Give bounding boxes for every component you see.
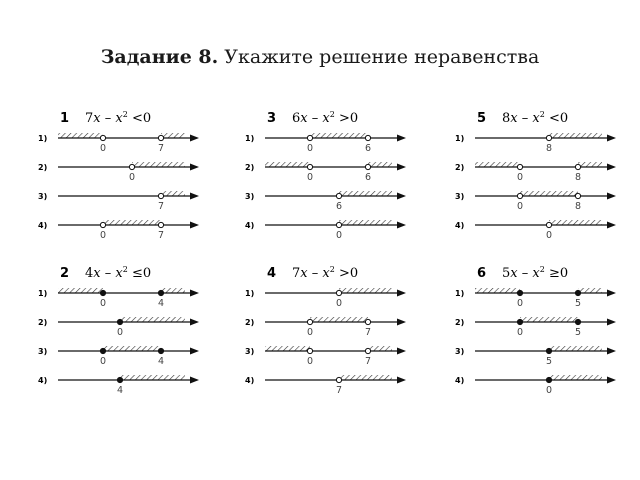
shaded-region bbox=[310, 133, 368, 138]
arrow-icon bbox=[190, 193, 199, 200]
option-2[interactable] bbox=[245, 162, 406, 183]
point-label: 0 bbox=[336, 230, 343, 241]
arrow-icon bbox=[190, 377, 199, 384]
option-label: 4) bbox=[245, 221, 255, 230]
point-label: 0 bbox=[100, 298, 107, 309]
problem-6 bbox=[455, 265, 616, 396]
arrow-icon bbox=[190, 319, 199, 326]
option-label: 2) bbox=[38, 318, 48, 327]
point-label: 6 bbox=[336, 201, 343, 212]
option-1[interactable] bbox=[455, 288, 616, 309]
closed-point bbox=[158, 290, 163, 295]
option-1[interactable] bbox=[38, 288, 199, 309]
point-label: 8 bbox=[575, 201, 582, 212]
point-label: 0 bbox=[307, 143, 314, 154]
option-4[interactable] bbox=[455, 220, 616, 241]
problem-number: 2 bbox=[60, 266, 70, 281]
option-label: 4) bbox=[455, 221, 465, 230]
option-label: 2) bbox=[245, 318, 255, 327]
open-point bbox=[336, 377, 341, 382]
point-label: 0 bbox=[517, 327, 524, 338]
point-label: 8 bbox=[546, 143, 553, 154]
open-point bbox=[100, 135, 105, 140]
problem-3 bbox=[245, 110, 406, 241]
arrow-icon bbox=[607, 222, 616, 229]
open-point bbox=[336, 222, 341, 227]
arrow-icon bbox=[397, 377, 406, 384]
closed-point bbox=[575, 290, 580, 295]
option-4[interactable] bbox=[455, 375, 616, 396]
open-point bbox=[307, 135, 312, 140]
open-point bbox=[336, 193, 341, 198]
shaded-region bbox=[265, 162, 310, 167]
open-point bbox=[307, 164, 312, 169]
shaded-region bbox=[339, 288, 392, 293]
point-label: 7 bbox=[365, 327, 372, 338]
option-label: 3) bbox=[245, 347, 255, 356]
point-label: 0 bbox=[307, 172, 314, 183]
shaded-region bbox=[368, 162, 392, 167]
problem-5 bbox=[455, 110, 616, 241]
option-2[interactable] bbox=[38, 162, 199, 183]
point-label: 6 bbox=[365, 172, 372, 183]
point-label: 0 bbox=[100, 230, 107, 241]
arrow-icon bbox=[397, 319, 406, 326]
shaded-region bbox=[120, 375, 185, 380]
option-label: 2) bbox=[38, 163, 48, 172]
shaded-region bbox=[310, 317, 368, 322]
shaded-region bbox=[58, 288, 103, 293]
problem-1 bbox=[38, 110, 199, 241]
closed-point bbox=[546, 348, 551, 353]
point-label: 7 bbox=[158, 201, 165, 212]
option-4[interactable] bbox=[245, 220, 406, 241]
problem-inequality: $5x - x^2 \ge 0$ bbox=[502, 265, 569, 281]
arrow-icon bbox=[397, 348, 406, 355]
problem-inequality: $7x - x^2 <0$ bbox=[85, 110, 152, 126]
open-point bbox=[158, 135, 163, 140]
problem-4 bbox=[245, 265, 406, 396]
arrow-icon bbox=[607, 348, 616, 355]
shaded-region bbox=[103, 346, 161, 351]
point-label: 8 bbox=[575, 172, 582, 183]
arrow-icon bbox=[397, 193, 406, 200]
point-label: 0 bbox=[336, 298, 343, 309]
point-label: 0 bbox=[100, 356, 107, 367]
arrow-icon bbox=[190, 290, 199, 297]
option-3[interactable] bbox=[245, 191, 406, 212]
arrow-icon bbox=[397, 164, 406, 171]
shaded-region bbox=[103, 220, 161, 225]
point-label: 0 bbox=[307, 327, 314, 338]
point-label: 4 bbox=[117, 385, 124, 396]
open-point bbox=[307, 348, 312, 353]
option-4[interactable] bbox=[38, 220, 199, 241]
shaded-region bbox=[339, 191, 392, 196]
point-label: 0 bbox=[117, 327, 124, 338]
problem-number: 3 bbox=[267, 111, 277, 126]
point-label: 0 bbox=[129, 172, 136, 183]
problem-inequality: $8x - x^2 <0$ bbox=[502, 110, 569, 126]
closed-point bbox=[575, 319, 580, 324]
arrow-icon bbox=[190, 164, 199, 171]
problem-inequality: $7x - x^2 >0$ bbox=[292, 265, 359, 281]
option-label: 3) bbox=[245, 192, 255, 201]
arrow-icon bbox=[397, 135, 406, 142]
option-1[interactable] bbox=[245, 133, 406, 154]
shaded-region bbox=[368, 346, 392, 351]
open-point bbox=[365, 319, 370, 324]
option-1[interactable] bbox=[38, 133, 199, 154]
option-1[interactable] bbox=[455, 133, 616, 154]
option-3[interactable] bbox=[38, 346, 199, 367]
closed-point bbox=[100, 348, 105, 353]
shaded-region bbox=[520, 317, 578, 322]
arrow-icon bbox=[190, 135, 199, 142]
open-point bbox=[307, 319, 312, 324]
shaded-region bbox=[265, 346, 310, 351]
option-1[interactable] bbox=[245, 288, 406, 309]
closed-point bbox=[100, 290, 105, 295]
open-point bbox=[365, 164, 370, 169]
shaded-region bbox=[549, 133, 602, 138]
option-label: 4) bbox=[245, 376, 255, 385]
point-label: 7 bbox=[336, 385, 343, 396]
open-point bbox=[517, 193, 522, 198]
shaded-region bbox=[549, 346, 602, 351]
shaded-region bbox=[549, 375, 602, 380]
task-title-text: Укажите решение неравенства bbox=[224, 46, 540, 68]
arrow-icon bbox=[190, 222, 199, 229]
arrow-icon bbox=[607, 135, 616, 142]
shaded-region bbox=[578, 288, 602, 293]
point-label: 0 bbox=[546, 385, 553, 396]
open-point bbox=[546, 135, 551, 140]
option-2[interactable] bbox=[38, 317, 199, 338]
point-label: 4 bbox=[158, 356, 165, 367]
open-point bbox=[546, 222, 551, 227]
problem-number: 1 bbox=[60, 111, 70, 126]
option-label: 1) bbox=[38, 289, 48, 298]
shaded-region bbox=[475, 162, 520, 167]
open-point bbox=[365, 135, 370, 140]
point-label: 0 bbox=[517, 298, 524, 309]
point-label: 0 bbox=[100, 143, 107, 154]
point-label: 5 bbox=[575, 298, 582, 309]
arrow-icon bbox=[190, 348, 199, 355]
option-label: 3) bbox=[38, 192, 48, 201]
option-2[interactable] bbox=[245, 317, 406, 338]
shaded-region bbox=[549, 220, 602, 225]
task-title-bold: Задание 8. bbox=[100, 46, 219, 68]
option-2[interactable] bbox=[455, 162, 616, 183]
option-label: 3) bbox=[455, 347, 465, 356]
option-3[interactable] bbox=[245, 346, 406, 367]
point-label: 0 bbox=[517, 201, 524, 212]
option-label: 2) bbox=[245, 163, 255, 172]
point-label: 5 bbox=[575, 327, 582, 338]
option-label: 2) bbox=[455, 163, 465, 172]
problem-number: 6 bbox=[477, 266, 487, 281]
closed-point bbox=[517, 319, 522, 324]
shaded-region bbox=[578, 162, 602, 167]
option-label: 1) bbox=[245, 134, 255, 143]
option-label: 2) bbox=[455, 318, 465, 327]
problem-2 bbox=[38, 265, 199, 396]
point-label: 7 bbox=[158, 230, 165, 241]
closed-point bbox=[117, 319, 122, 324]
arrow-icon bbox=[607, 290, 616, 297]
shaded-region bbox=[161, 191, 185, 196]
option-label: 4) bbox=[38, 376, 48, 385]
open-point bbox=[517, 164, 522, 169]
closed-point bbox=[158, 348, 163, 353]
shaded-region bbox=[132, 162, 185, 167]
point-label: 7 bbox=[158, 143, 165, 154]
closed-point bbox=[546, 377, 551, 382]
option-label: 1) bbox=[455, 134, 465, 143]
point-label: 7 bbox=[365, 356, 372, 367]
shaded-region bbox=[120, 317, 185, 322]
closed-point bbox=[117, 377, 122, 382]
open-point bbox=[158, 193, 163, 198]
shaded-region bbox=[520, 191, 578, 196]
option-label: 1) bbox=[455, 289, 465, 298]
point-label: 5 bbox=[546, 356, 553, 367]
arrow-icon bbox=[607, 377, 616, 384]
option-4[interactable] bbox=[38, 375, 199, 396]
open-point bbox=[129, 164, 134, 169]
point-label: 0 bbox=[546, 230, 553, 241]
point-label: 0 bbox=[307, 356, 314, 367]
shaded-region bbox=[161, 133, 185, 138]
arrow-icon bbox=[607, 193, 616, 200]
closed-point bbox=[517, 290, 522, 295]
point-label: 0 bbox=[517, 172, 524, 183]
open-point bbox=[575, 193, 580, 198]
option-label: 3) bbox=[455, 192, 465, 201]
arrow-icon bbox=[397, 290, 406, 297]
arrow-icon bbox=[607, 319, 616, 326]
shaded-region bbox=[58, 133, 103, 138]
shaded-region bbox=[475, 288, 520, 293]
open-point bbox=[575, 164, 580, 169]
option-3[interactable] bbox=[455, 191, 616, 212]
problem-inequality: $4x - x^2 \le 0$ bbox=[85, 265, 152, 281]
option-label: 4) bbox=[455, 376, 465, 385]
option-3[interactable] bbox=[455, 346, 616, 367]
option-2[interactable] bbox=[455, 317, 616, 338]
point-label: 4 bbox=[158, 298, 165, 309]
point-label: 6 bbox=[365, 143, 372, 154]
option-label: 1) bbox=[245, 289, 255, 298]
option-4[interactable] bbox=[245, 375, 406, 396]
open-point bbox=[100, 222, 105, 227]
problem-inequality: $6x - x^2 >0$ bbox=[292, 110, 359, 126]
shaded-region bbox=[161, 288, 185, 293]
arrow-icon bbox=[397, 222, 406, 229]
problem-number: 4 bbox=[267, 266, 277, 281]
problem-number: 5 bbox=[477, 111, 487, 126]
open-point bbox=[336, 290, 341, 295]
open-point bbox=[365, 348, 370, 353]
arrow-icon bbox=[607, 164, 616, 171]
open-point bbox=[158, 222, 163, 227]
option-label: 3) bbox=[38, 347, 48, 356]
shaded-region bbox=[339, 220, 392, 225]
option-label: 1) bbox=[38, 134, 48, 143]
option-label: 4) bbox=[38, 221, 48, 230]
option-3[interactable] bbox=[38, 191, 199, 212]
shaded-region bbox=[339, 375, 392, 380]
